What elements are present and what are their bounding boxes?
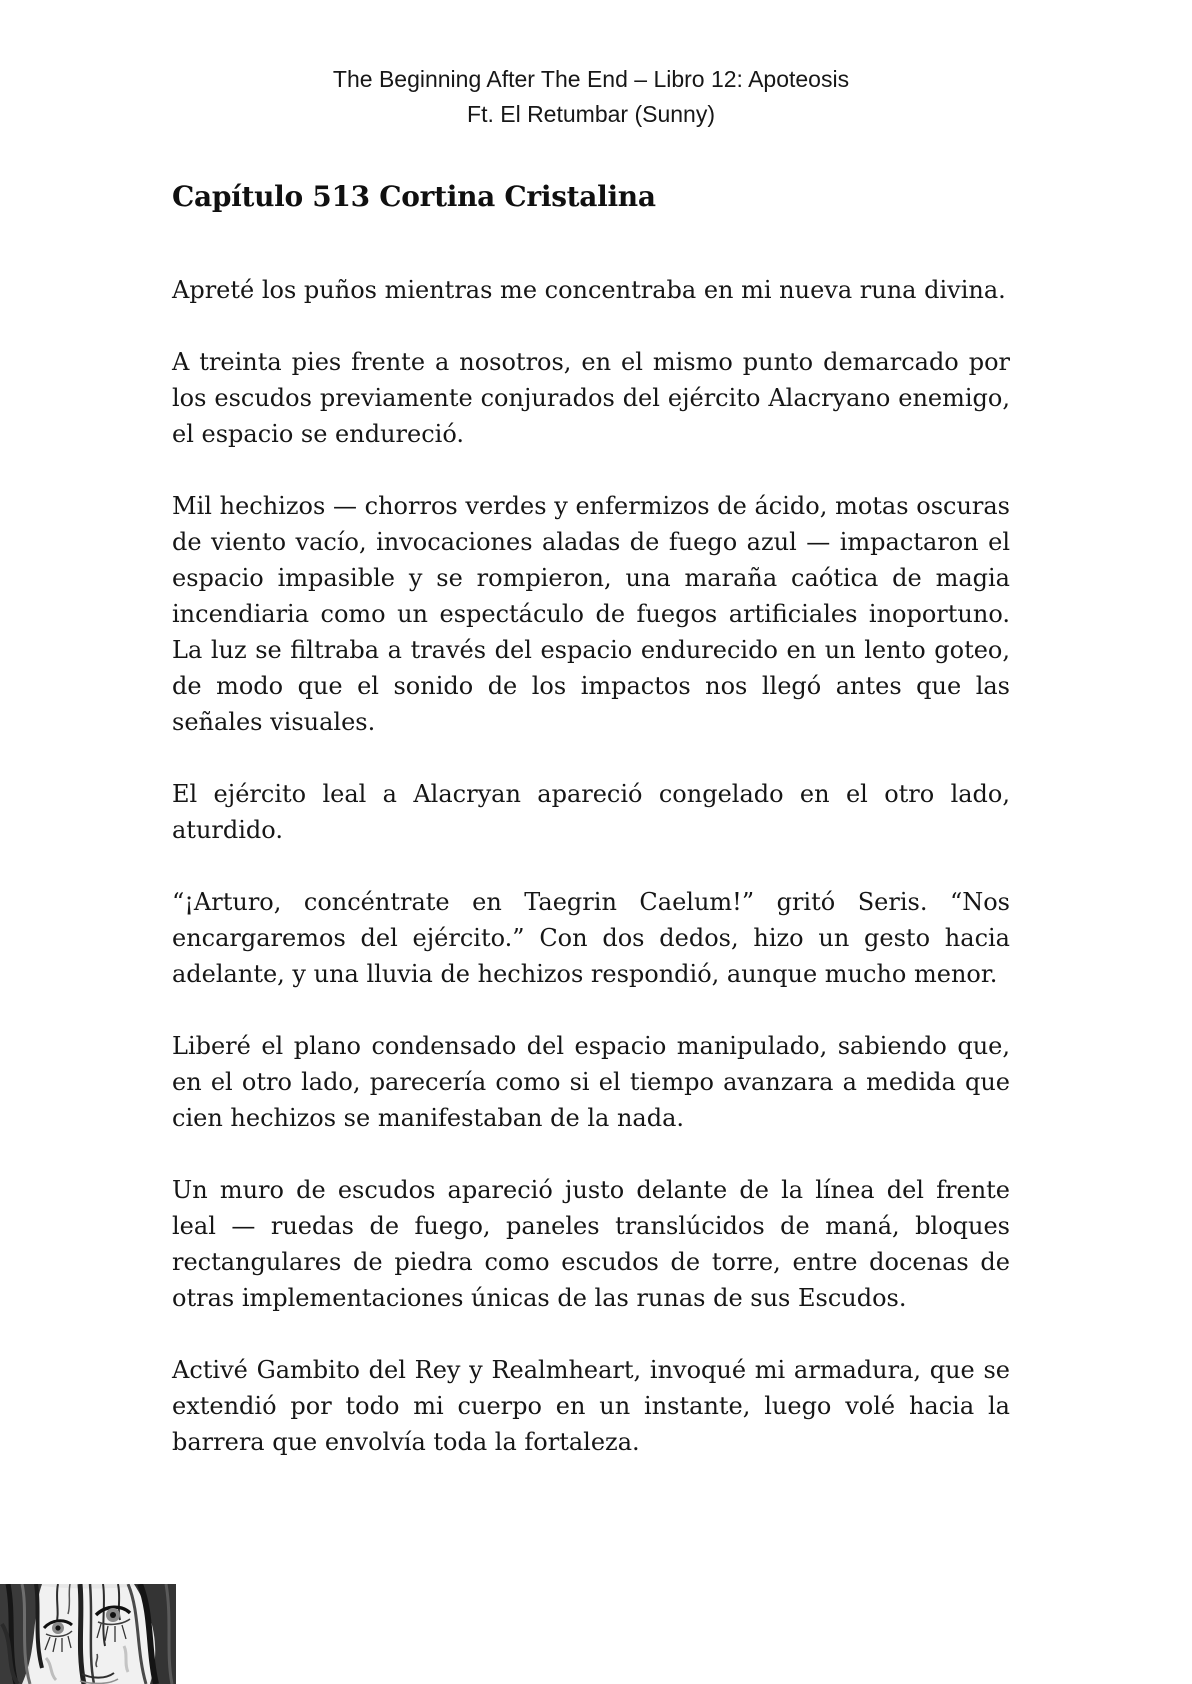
- paragraph: A treinta pies frente a nosotros, en el mismo punto demarcado por los escudos previamente conjurados del ejército Alacryano enemigo, el espacio se endureció.: [172, 348, 1010, 448]
- manga-face-drawing: [0, 1584, 176, 1684]
- paragraph: Liberé el plano condensado del espacio manipulado, sabiendo que, en el otro lado, parecería como si el tiempo avanzara a medida que cien hechizos se manifestaban de la nada.: [172, 1032, 1010, 1132]
- paragraph: “¡Arturo, concéntrate en Taegrin Caelum!” gritó Seris. “Nos encargaremos del ejército.” Con dos dedos, hizo un gesto hacia adelante, y una lluvia de hechizos respondió, aunque mucho menor.: [172, 888, 1010, 988]
- paragraph: Mil hechizos — chorros verdes y enfermizos de ácido, motas oscuras de viento vacío, invocaciones aladas de fuego azul — impactaron el espacio impasible y se rompieron, una maraña caótica de magia incendiaria como un espectáculo de fuegos artificiales inoportuno. La luz se filtraba a través del espacio endurecido en un lento goteo, de modo que el sonido de los impactos nos llegó antes que las señales visuales.: [172, 492, 1010, 736]
- paragraph: El ejército leal a Alacryan apareció congelado en el otro lado, aturdido.: [172, 780, 1010, 844]
- document-header: [172, 62, 1010, 132]
- book-subtitle: Ft. El Retumbar (Sunny): [467, 101, 715, 127]
- paragraph: Apreté los puños mientras me concentraba en mi nueva runa divina.: [172, 276, 1006, 304]
- body-paragraphs: [172, 272, 1010, 1460]
- manga-face-illustration: [0, 1584, 176, 1684]
- chapter-title: Capítulo 513 Cortina Cristalina: [172, 180, 656, 213]
- paragraph: Un muro de escudos apareció justo delante de la línea del frente leal — ruedas de fuego, paneles translúcidos de maná, bloques rectangulares de piedra como escudos de torre, entre docenas de otras implementaciones únicas de las runas de sus Escudos.: [172, 1176, 1010, 1312]
- paragraph: Activé Gambito del Rey y Realmheart, invoqué mi armadura, que se extendió por todo mi cuerpo en un instante, luego volé hacia la barrera que envolvía toda la fortaleza.: [172, 1356, 1010, 1456]
- book-title: The Beginning After The End – Libro 12: Apoteosis: [332, 66, 850, 92]
